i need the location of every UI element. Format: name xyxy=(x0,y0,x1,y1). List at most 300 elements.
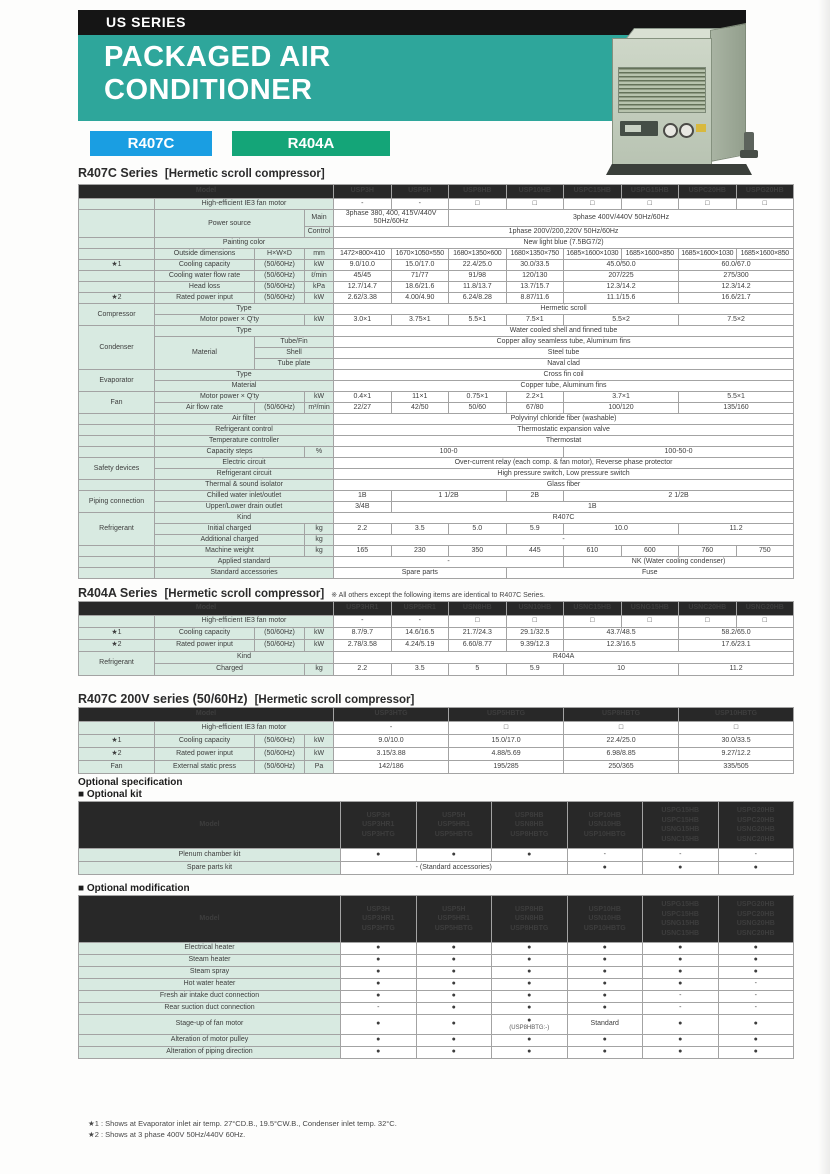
row-label-cell: Motor power × Q'ty xyxy=(155,392,305,403)
value-cell: - xyxy=(718,1003,794,1015)
section-subtitle: [Hermetic scroll compressor] xyxy=(164,168,325,180)
value-cell: R404A xyxy=(334,652,794,664)
optional-spec-heading: Optional specification xyxy=(78,777,183,788)
row-label-cell: Rated power input xyxy=(155,640,255,652)
row-label-cell: (50/60Hz) xyxy=(255,628,305,640)
value-cell: 120/130 xyxy=(506,271,564,282)
table-header-cell: USP5H USP5HR1 USP5HBTG xyxy=(416,802,492,849)
optional-kit-table xyxy=(78,801,794,875)
value-cell: ● xyxy=(643,862,719,875)
row-label-cell: Material xyxy=(155,381,334,392)
row-label-cell: (50/60Hz) xyxy=(255,761,305,774)
row-label-cell: Capacity steps xyxy=(155,447,305,458)
row-label-cell: Thermal & sound isolator xyxy=(155,480,334,491)
value-cell: ● xyxy=(416,1015,492,1035)
row-label-cell xyxy=(79,238,155,249)
row-label-cell: Compressor xyxy=(79,304,155,326)
value-cell: 11.1/15.6 xyxy=(564,293,679,304)
value-cell: 3.0×1 xyxy=(334,315,392,326)
row-label-cell: Electrical heater xyxy=(79,943,341,955)
value-cell: New light blue (7.5BG7/2) xyxy=(334,238,794,249)
row-label-cell: Material xyxy=(155,337,255,370)
value-cell: 2B xyxy=(506,491,564,502)
table-header-cell: USPG15HB USPC15HB USNG15HB USNC15HB xyxy=(643,802,719,849)
value-cell: 3.5 xyxy=(391,524,449,535)
table-header-cell: USP10HB xyxy=(506,185,564,199)
value-cell: ● xyxy=(718,943,794,955)
table-header-cell: USP5HBTG xyxy=(449,708,564,722)
value-cell: ● xyxy=(643,1047,719,1059)
row-label-cell: H×W×D xyxy=(255,249,305,260)
value-cell: 71/77 xyxy=(391,271,449,282)
value-cell: ● xyxy=(643,967,719,979)
value-cell: - xyxy=(643,849,719,862)
row-label-cell: Tube plate xyxy=(255,359,334,370)
row-label-cell: kW xyxy=(305,735,334,748)
value-cell: 100-50-0 xyxy=(564,447,794,458)
value-cell: 30.0/33.5 xyxy=(679,735,794,748)
value-cell: Hermetic scroll xyxy=(334,304,794,315)
value-cell: 2 1/2B xyxy=(564,491,794,502)
value-cell: 445 xyxy=(506,546,564,557)
row-label-cell xyxy=(79,568,155,579)
value-cell: 5.9 xyxy=(506,524,564,535)
row-label-cell: ★2 xyxy=(79,748,155,761)
row-label-cell: Shell xyxy=(255,348,334,359)
value-cell: ● xyxy=(492,979,568,991)
row-label-cell: Pa xyxy=(305,761,334,774)
unit-side-face xyxy=(710,23,746,162)
value-cell: 230 xyxy=(391,546,449,557)
row-label-cell: Refrigerant circuit xyxy=(155,469,334,480)
unit-label-tag xyxy=(696,124,706,132)
value-cell: 22.4/25.0 xyxy=(449,260,507,271)
section-title: R407C Series xyxy=(78,166,158,180)
value-cell: 60.0/67.0 xyxy=(679,260,794,271)
value-cell: 275/300 xyxy=(679,271,794,282)
row-label-cell: Additional charged xyxy=(155,535,305,546)
row-label-cell: Evaporator xyxy=(79,370,155,392)
value-cell: 8.87/11.6 xyxy=(506,293,564,304)
value-cell: 6.98/8.85 xyxy=(564,748,679,761)
value-cell: 4.00/4.90 xyxy=(391,293,449,304)
row-label-cell xyxy=(79,282,155,293)
section-note: ※ All others except the following items are identical to R407C Series. xyxy=(331,592,545,599)
row-label-cell: Type xyxy=(155,370,334,381)
value-cell: Fuse xyxy=(506,568,794,579)
value-cell: □ xyxy=(621,199,679,210)
table-header-cell: Model xyxy=(79,802,341,849)
value-cell: 250/365 xyxy=(564,761,679,774)
row-label-cell: Control xyxy=(305,227,334,238)
value-cell: □ xyxy=(449,616,507,628)
section-subtitle: [Hermetic scroll compressor] xyxy=(164,588,325,600)
value-cell: 2.62/3.38 xyxy=(334,293,392,304)
value-cell: 5.5×1 xyxy=(449,315,507,326)
row-label-cell: Condenser xyxy=(79,326,155,370)
row-label-cell: Motor power × Q'ty xyxy=(155,315,305,326)
row-label-cell: Cooling capacity xyxy=(155,260,255,271)
table-header-cell: USP8HB xyxy=(449,185,507,199)
value-cell: 3.5 xyxy=(391,664,449,676)
page-title-line1: PACKAGED AIR xyxy=(104,41,331,73)
value-cell: ● xyxy=(492,1035,568,1047)
value-cell: 207/225 xyxy=(564,271,679,282)
row-label-cell: Rated power input xyxy=(155,748,255,761)
value-cell: □ xyxy=(621,616,679,628)
row-label-cell: Safety devices xyxy=(79,458,155,480)
row-label-cell: Painting color xyxy=(155,238,334,249)
value-cell: Copper alloy seamless tube, Aluminum fins xyxy=(334,337,794,348)
table-header-cell: USP3HR1 xyxy=(334,602,392,616)
table-header-cell: USPG15HB xyxy=(621,185,679,199)
table-header-cell: USPC15HB xyxy=(564,185,622,199)
row-label-cell: Type xyxy=(155,326,334,337)
value-cell: 0.4×1 xyxy=(334,392,392,403)
value-cell: 11×1 xyxy=(391,392,449,403)
value-cell: - xyxy=(718,979,794,991)
value-cell: 1680×1350×600 xyxy=(449,249,507,260)
value-cell: ● xyxy=(567,1035,643,1047)
row-label-cell: Kind xyxy=(155,513,334,524)
value-cell: 4.24/5.19 xyxy=(391,640,449,652)
value-cell: ● xyxy=(643,1015,719,1035)
row-label-cell xyxy=(79,616,155,628)
value-cell: 335/505 xyxy=(679,761,794,774)
value-cell: 350 xyxy=(449,546,507,557)
r407c-200v-spec-table xyxy=(78,707,794,774)
row-label-cell xyxy=(79,557,155,568)
row-label-cell: Machine weight xyxy=(155,546,305,557)
value-cell: - xyxy=(334,557,564,568)
section-heading-r407c-200v xyxy=(78,692,414,706)
series-tag: US SERIES xyxy=(106,14,187,30)
value-cell: 610 xyxy=(564,546,622,557)
table-header-cell: USP3H USP3HR1 USP3HTG xyxy=(341,802,417,849)
value-cell: 6.60/8.77 xyxy=(449,640,507,652)
value-cell: 1phase 200V/200,220V 50Hz/60Hz xyxy=(334,227,794,238)
table-header-cell: USP3H xyxy=(334,185,392,199)
row-label-cell: Stage-up of fan motor xyxy=(79,1015,341,1035)
row-label-cell: ★1 xyxy=(79,735,155,748)
value-cell: ● xyxy=(341,955,417,967)
value-cell: - xyxy=(334,722,449,735)
unit-front-face xyxy=(612,38,712,168)
value-cell: - xyxy=(643,991,719,1003)
refrigerant-badge-r407c: R407C xyxy=(90,131,212,156)
value-cell: ● xyxy=(718,862,794,875)
row-label-cell: kW xyxy=(305,748,334,761)
row-label-cell: Alteration of piping direction xyxy=(79,1047,341,1059)
r404a-spec-table xyxy=(78,601,794,676)
row-label-cell: % xyxy=(305,447,334,458)
row-label-cell: Tube/Fin xyxy=(255,337,334,348)
section-heading-r404a xyxy=(78,586,545,600)
row-label-cell: Type xyxy=(155,304,334,315)
row-label-cell xyxy=(79,425,155,436)
row-label-cell: Standard accessories xyxy=(155,568,334,579)
table-header-cell: USP10HBTG xyxy=(679,708,794,722)
value-cell: ● xyxy=(341,849,417,862)
row-label-cell: ℓ/min xyxy=(305,271,334,282)
page-title-line2: CONDITIONER xyxy=(104,74,313,106)
value-cell: Spare parts xyxy=(334,568,507,579)
value-cell: ● xyxy=(567,955,643,967)
value-cell: 5.9 xyxy=(506,664,564,676)
row-label-cell: Refrigerant xyxy=(79,513,155,546)
value-cell: ● xyxy=(416,1035,492,1047)
value-cell: - xyxy=(391,616,449,628)
value-cell: ● xyxy=(492,1003,568,1015)
table-header-cell: USPG20HB USPC20HB USNG20HB USNC20HB xyxy=(718,802,794,849)
footnote-1: ★1 : Shows at Evaporator inlet air temp. 27°CD.B., 19.5°CW.B., Condenser inlet temp. 32°C. xyxy=(88,1119,397,1128)
row-label-cell: kW xyxy=(305,315,334,326)
value-cell: □ xyxy=(679,199,737,210)
row-label-cell: Head loss xyxy=(155,282,255,293)
value-cell: ● xyxy=(492,967,568,979)
value-cell: 67/80 xyxy=(506,403,564,414)
value-cell: - (Standard accessories) xyxy=(341,862,568,875)
value-cell: 1685×1600×850 xyxy=(621,249,679,260)
value-cell: 9.27/12.2 xyxy=(679,748,794,761)
row-label-cell: ★1 xyxy=(79,628,155,640)
row-label-cell xyxy=(79,722,155,735)
row-label-cell: Spare parts kit xyxy=(79,862,341,875)
row-label-cell: Applied standard xyxy=(155,557,334,568)
row-label-cell xyxy=(79,210,155,238)
value-cell: 22/27 xyxy=(334,403,392,414)
row-label-cell: (50/60Hz) xyxy=(255,271,305,282)
table-header-cell: USPG15HB USPC15HB USNG15HB USNC15HB xyxy=(643,896,719,943)
value-cell: - xyxy=(334,535,794,546)
value-cell: 1680×1350×750 xyxy=(506,249,564,260)
value-cell: ● xyxy=(416,967,492,979)
value-cell: ● xyxy=(567,1047,643,1059)
table-header-cell: USN10HB xyxy=(506,602,564,616)
value-cell: - xyxy=(391,199,449,210)
value-cell: 3/4B xyxy=(334,502,392,513)
value-cell: 10 xyxy=(564,664,679,676)
row-label-cell: kPa xyxy=(305,282,334,293)
value-cell: 760 xyxy=(679,546,737,557)
value-cell: ● xyxy=(341,1015,417,1035)
value-cell: □ xyxy=(506,616,564,628)
value-cell: ● xyxy=(416,979,492,991)
row-label-cell: Fan xyxy=(79,761,155,774)
value-cell: - xyxy=(334,199,392,210)
row-label-cell: Refrigerant xyxy=(79,652,155,676)
section-heading-r407c xyxy=(78,166,325,180)
unit-piping xyxy=(740,150,758,158)
value-cell: 9.0/10.0 xyxy=(334,260,392,271)
table-header-cell: USP8HBTG xyxy=(564,708,679,722)
row-label-cell: kW xyxy=(305,640,334,652)
value-cell: 9.0/10.0 xyxy=(334,735,449,748)
value-cell: 195/285 xyxy=(449,761,564,774)
value-cell: 1685×1600×850 xyxy=(736,249,794,260)
value-cell: 165 xyxy=(334,546,392,557)
value-cell: 1B xyxy=(391,502,794,513)
row-label-cell: Upper/Lower drain outlet xyxy=(155,502,334,513)
row-label-cell: Fan xyxy=(79,392,155,414)
row-label-cell: Cooling water flow rate xyxy=(155,271,255,282)
table-header-cell: USNC15HB xyxy=(564,602,622,616)
value-cell: 12.3/16.5 xyxy=(564,640,679,652)
row-label-cell: ★2 xyxy=(79,640,155,652)
value-cell: 6.24/8.28 xyxy=(449,293,507,304)
value-cell: ● xyxy=(567,862,643,875)
value-cell: ● xyxy=(567,1003,643,1015)
value-cell: 2.2 xyxy=(334,524,392,535)
table-header-cell: USN8HB xyxy=(449,602,507,616)
row-label-cell: kW xyxy=(305,260,334,271)
value-cell: ● xyxy=(643,979,719,991)
value-cell: 11.2 xyxy=(679,664,794,676)
value-cell: ● xyxy=(718,1035,794,1047)
row-label-cell: Alteration of motor pulley xyxy=(79,1035,341,1047)
table-header-cell: USP5H xyxy=(391,185,449,199)
value-cell: High pressure switch, Low pressure switch xyxy=(334,469,794,480)
value-cell: 3.75×1 xyxy=(391,315,449,326)
value-cell: Over-current relay (each comp. & fan motor), Reverse phase protector xyxy=(334,458,794,469)
value-cell: 7.5×2 xyxy=(679,315,794,326)
footnote-2: ★2 : Shows at 3 phase 400V 50Hz/440V 60Hz. xyxy=(88,1130,246,1139)
row-label-cell: Temperature controller xyxy=(155,436,334,447)
value-cell: ● xyxy=(341,991,417,1003)
value-cell: □ xyxy=(506,199,564,210)
section-title: R407C 200V series (50/60Hz) xyxy=(78,692,248,706)
value-cell: ● xyxy=(416,955,492,967)
row-label-cell: External static press xyxy=(155,761,255,774)
table-header-cell: USPC20HB xyxy=(679,185,737,199)
value-cell: ● xyxy=(718,1047,794,1059)
value-cell: 750 xyxy=(736,546,794,557)
value-cell: ● xyxy=(416,1047,492,1059)
scan-edge xyxy=(818,0,830,1174)
value-cell: 30.0/33.5 xyxy=(506,260,564,271)
section-title: R404A Series xyxy=(78,586,158,600)
value-cell: ● xyxy=(643,943,719,955)
row-label-cell xyxy=(79,447,155,458)
value-cell: 29.1/32.5 xyxy=(506,628,564,640)
value-cell: 50/60 xyxy=(449,403,507,414)
value-cell: 1 1/2B xyxy=(391,491,506,502)
value-cell: 21.7/24.3 xyxy=(449,628,507,640)
value-cell: Thermostatic expansion valve xyxy=(334,425,794,436)
row-label-cell: Chilled water inlet/outlet xyxy=(155,491,334,502)
value-cell: 600 xyxy=(621,546,679,557)
row-label-cell: Electric circuit xyxy=(155,458,334,469)
row-label-cell: Steam heater xyxy=(79,955,341,967)
page-title xyxy=(104,41,331,107)
value-cell: □ xyxy=(564,616,622,628)
row-label-cell: High-efficient IE3 fan motor xyxy=(155,199,334,210)
row-label-cell: Outside dimensions xyxy=(155,249,255,260)
value-cell: ● xyxy=(567,991,643,1003)
value-cell: 91/98 xyxy=(449,271,507,282)
value-cell: Cross fin coil xyxy=(334,370,794,381)
value-cell: ● xyxy=(416,943,492,955)
refrigerant-badge-r404a: R404A xyxy=(232,131,390,156)
row-label-cell: ★2 xyxy=(79,293,155,304)
value-cell: ● xyxy=(643,1035,719,1047)
table-header-cell: USPG20HB USPC20HB USNG20HB USNC20HB xyxy=(718,896,794,943)
value-cell: 10.0 xyxy=(564,524,679,535)
row-label-cell: Fresh air intake duct connection xyxy=(79,991,341,1003)
value-cell: 2.2 xyxy=(334,664,392,676)
value-cell: 3.7×1 xyxy=(564,392,679,403)
value-cell: Thermostat xyxy=(334,436,794,447)
product-image xyxy=(598,12,784,174)
value-cell: 1685×1600×1030 xyxy=(564,249,622,260)
value-cell: 0.75×1 xyxy=(449,392,507,403)
row-label-cell: Air filter xyxy=(155,414,334,425)
value-cell: 15.0/17.0 xyxy=(449,735,564,748)
row-label-cell: kW xyxy=(305,392,334,403)
row-label-cell: (50/60Hz) xyxy=(255,640,305,652)
value-cell: - xyxy=(718,991,794,1003)
optional-modification-heading: ■ Optional modification xyxy=(78,883,190,894)
row-label-cell: Air flow rate xyxy=(155,403,255,414)
value-cell: ● (USP8HBTG:-) xyxy=(492,1015,568,1035)
value-cell: ● xyxy=(492,849,568,862)
value-cell: □ xyxy=(679,722,794,735)
value-cell: 4.88/5.69 xyxy=(449,748,564,761)
value-cell: 1472×800×410 xyxy=(334,249,392,260)
value-cell: 100-0 xyxy=(334,447,564,458)
row-label-cell: kW xyxy=(305,293,334,304)
table-header-cell: USP5HR1 xyxy=(391,602,449,616)
unit-grille xyxy=(618,67,706,113)
row-label-cell: High-efficient IE3 fan motor xyxy=(155,616,334,628)
value-cell: R407C xyxy=(334,513,794,524)
value-cell: Glass fiber xyxy=(334,480,794,491)
row-label-cell: kg xyxy=(305,664,334,676)
value-cell: 5.5×2 xyxy=(564,315,679,326)
value-cell: 11.2 xyxy=(679,524,794,535)
pressure-gauge-icon xyxy=(663,123,678,138)
table-header-cell: USP5H USP5HR1 USP5HBTG xyxy=(416,896,492,943)
value-cell: ● xyxy=(718,1015,794,1035)
row-label-cell: Piping connection xyxy=(79,491,155,513)
value-cell: NK (Water cooling condenser) xyxy=(564,557,794,568)
row-label-cell: kg xyxy=(305,546,334,557)
value-cell: Water cooled shell and finned tube xyxy=(334,326,794,337)
row-label-cell: Rear suction duct connection xyxy=(79,1003,341,1015)
section-subtitle: [Hermetic scroll compressor] xyxy=(254,694,415,706)
value-cell: ● xyxy=(341,967,417,979)
row-label-cell: (50/60Hz) xyxy=(255,260,305,271)
value-cell: ● xyxy=(416,1003,492,1015)
value-cell: 43.7/48.5 xyxy=(564,628,679,640)
value-cell: Standard xyxy=(567,1015,643,1035)
value-cell: - xyxy=(643,1003,719,1015)
row-label-cell: (50/60Hz) xyxy=(255,735,305,748)
row-label-cell: kg xyxy=(305,524,334,535)
row-label-cell xyxy=(79,414,155,425)
value-cell: 7.5×1 xyxy=(506,315,564,326)
r407c-spec-table xyxy=(78,184,794,579)
value-cell: 22.4/25.0 xyxy=(564,735,679,748)
row-label-cell: Rated power input xyxy=(155,293,255,304)
table-header-cell: USP3HTG xyxy=(334,708,449,722)
row-label-cell: Hot water heater xyxy=(79,979,341,991)
unit-panel-display xyxy=(625,125,641,132)
value-cell: - xyxy=(341,1003,417,1015)
value-cell: ● xyxy=(341,943,417,955)
value-cell: □ xyxy=(564,722,679,735)
value-cell: □ xyxy=(449,722,564,735)
